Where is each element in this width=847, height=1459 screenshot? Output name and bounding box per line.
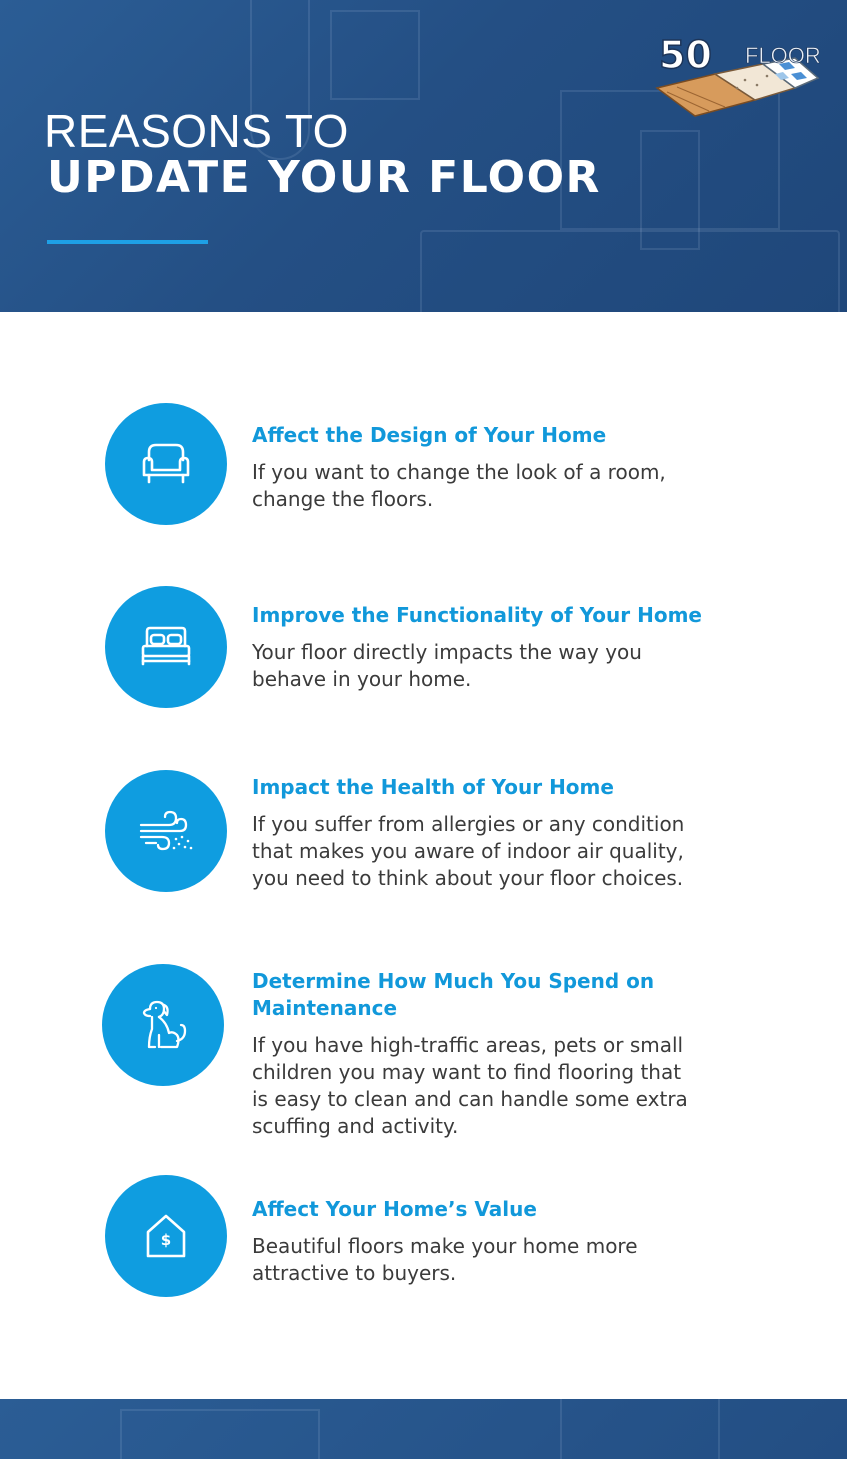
header-banner bbox=[0, 0, 847, 312]
reason-icon-circle bbox=[105, 1175, 227, 1297]
reason-title: Affect Your Home’s Value bbox=[252, 1197, 537, 1221]
description-line: is easy to clean and can handle some extra bbox=[252, 1087, 688, 1111]
reason-description bbox=[252, 1233, 732, 1287]
reason-description bbox=[252, 811, 732, 892]
background-window-shape bbox=[330, 10, 420, 100]
description-line: Your floor directly impacts the way you bbox=[252, 640, 642, 664]
background-counter-shape bbox=[420, 230, 840, 312]
description-line: If you have high-traffic areas, pets or small bbox=[252, 1033, 684, 1057]
reason-title: Impact the Health of Your Home bbox=[252, 775, 614, 799]
background-cabinet-shape bbox=[560, 1399, 720, 1459]
dog-icon bbox=[133, 995, 193, 1055]
logo-graphic bbox=[655, 30, 820, 118]
reason-icon-circle bbox=[105, 403, 227, 525]
footer-banner bbox=[0, 1399, 847, 1459]
description-line: change the floors. bbox=[252, 487, 434, 511]
page-title-line2: UPDATE YOUR FLOOR bbox=[47, 152, 601, 203]
description-line: If you want to change the look of a room, bbox=[252, 460, 666, 484]
armchair-icon bbox=[136, 434, 196, 494]
description-line: attractive to buyers. bbox=[252, 1261, 457, 1285]
svg-text:FLOOR: FLOOR bbox=[745, 43, 820, 68]
bed-icon bbox=[136, 617, 196, 677]
description-line: behave in your home. bbox=[252, 667, 472, 691]
description-line: If you suffer from allergies or any condition bbox=[252, 812, 685, 836]
title-line: Maintenance bbox=[252, 996, 398, 1020]
title-line: Determine How Much You Spend on bbox=[252, 969, 655, 993]
svg-text:50: 50 bbox=[659, 33, 712, 77]
description-line: children you may want to find flooring that bbox=[252, 1060, 682, 1084]
reason-description bbox=[252, 639, 732, 693]
reason-icon-circle bbox=[105, 770, 227, 892]
description-line: Beautiful floors make your home more bbox=[252, 1234, 638, 1258]
reason-description bbox=[252, 459, 732, 513]
page-title-line1: REASONS TO bbox=[44, 105, 349, 157]
house-dollar-icon bbox=[136, 1206, 196, 1266]
reason-title: Improve the Functionality of Your Home bbox=[252, 603, 702, 627]
description-line: scuffing and activity. bbox=[252, 1114, 459, 1138]
reason-icon-circle bbox=[102, 964, 224, 1086]
reason-title bbox=[252, 968, 722, 1022]
reason-icon-circle bbox=[105, 586, 227, 708]
reason-title: Affect the Design of Your Home bbox=[252, 423, 607, 447]
background-cabinet-shape bbox=[120, 1409, 320, 1459]
description-line: you need to think about your floor choices. bbox=[252, 866, 684, 890]
brand-logo bbox=[655, 30, 820, 118]
svg-text:$: $ bbox=[160, 1231, 172, 1249]
title-underline bbox=[47, 240, 208, 244]
air-quality-icon bbox=[136, 801, 196, 861]
reason-description bbox=[252, 1032, 732, 1140]
description-line: that makes you aware of indoor air quality, bbox=[252, 839, 684, 863]
